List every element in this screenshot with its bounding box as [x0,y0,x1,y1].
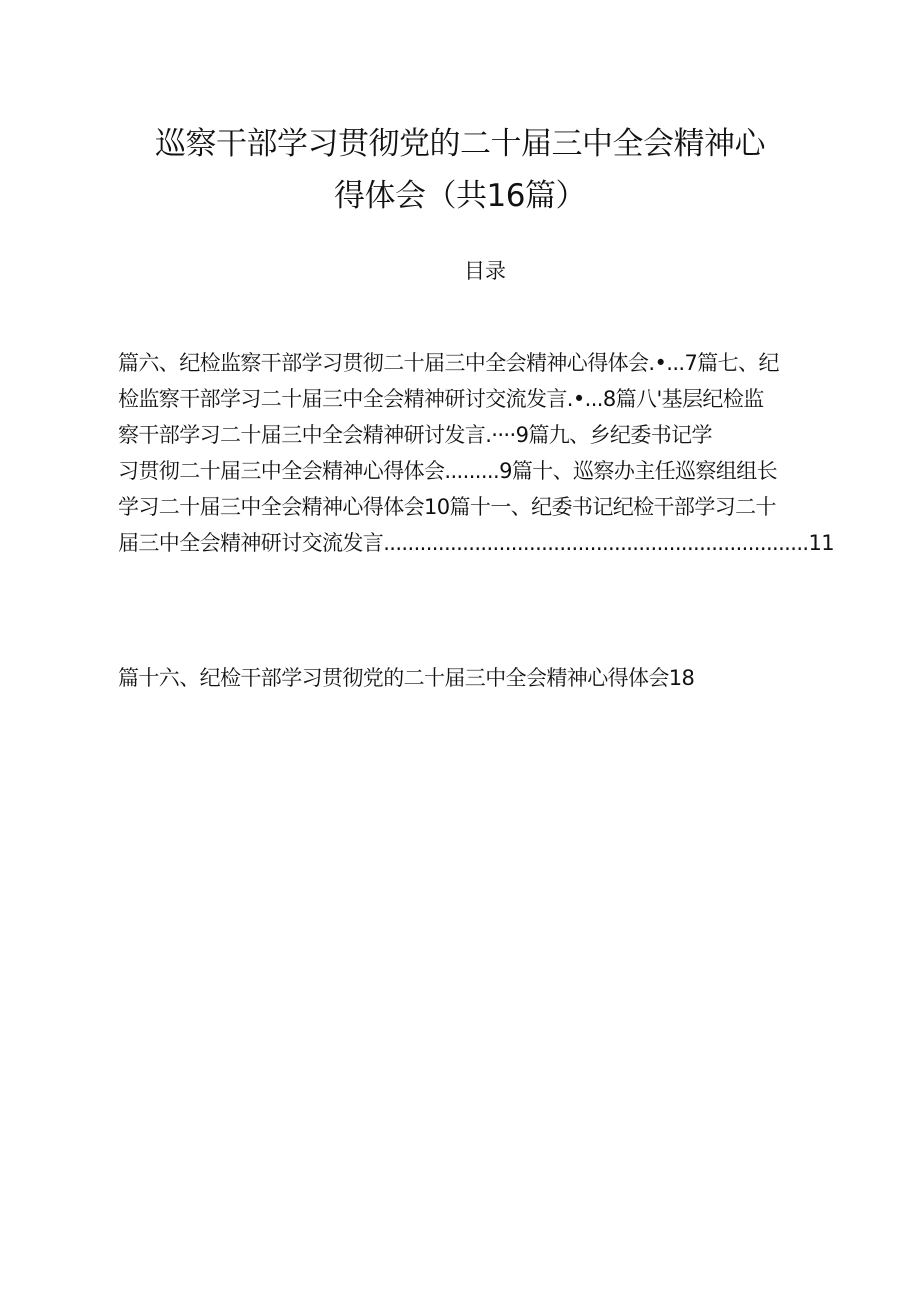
toc-entry-16: 篇十六、纪检干部学习贯彻党的二十届三中全会精神心得体会18 [118,666,695,690]
title-line-2: 得体会（共16篇） [334,178,586,214]
toc-line: 篇六、纪检监察干部学习贯彻二十届三中全会精神心得体会.•...7篇七、纪 [118,351,779,375]
toc-line: 察干部学习二十届三中全会精神研讨发言.····9篇九、乡纪委书记学 [118,423,712,447]
toc-line: 检监察干部学习二十届三中全会精神研讨交流发言.•...8篇八'基层纪检监 [118,387,764,411]
toc-line: 学习二十届三中全会精神心得体会10篇十一、纪委书记纪检干部学习二十 [118,495,776,519]
document-title [60,118,860,222]
toc-heading: 目录 [464,259,506,283]
title-line-1: 巡察干部学习贯彻党的二十届三中全会精神心 [155,126,765,162]
toc-block [118,345,858,561]
toc-line: 届三中全会精神研讨交流发言......................................................................11 [118,531,834,555]
toc-line: 习贯彻二十届三中全会精神心得体会.........9篇十、巡察办主任巡察组组长 [118,459,778,483]
